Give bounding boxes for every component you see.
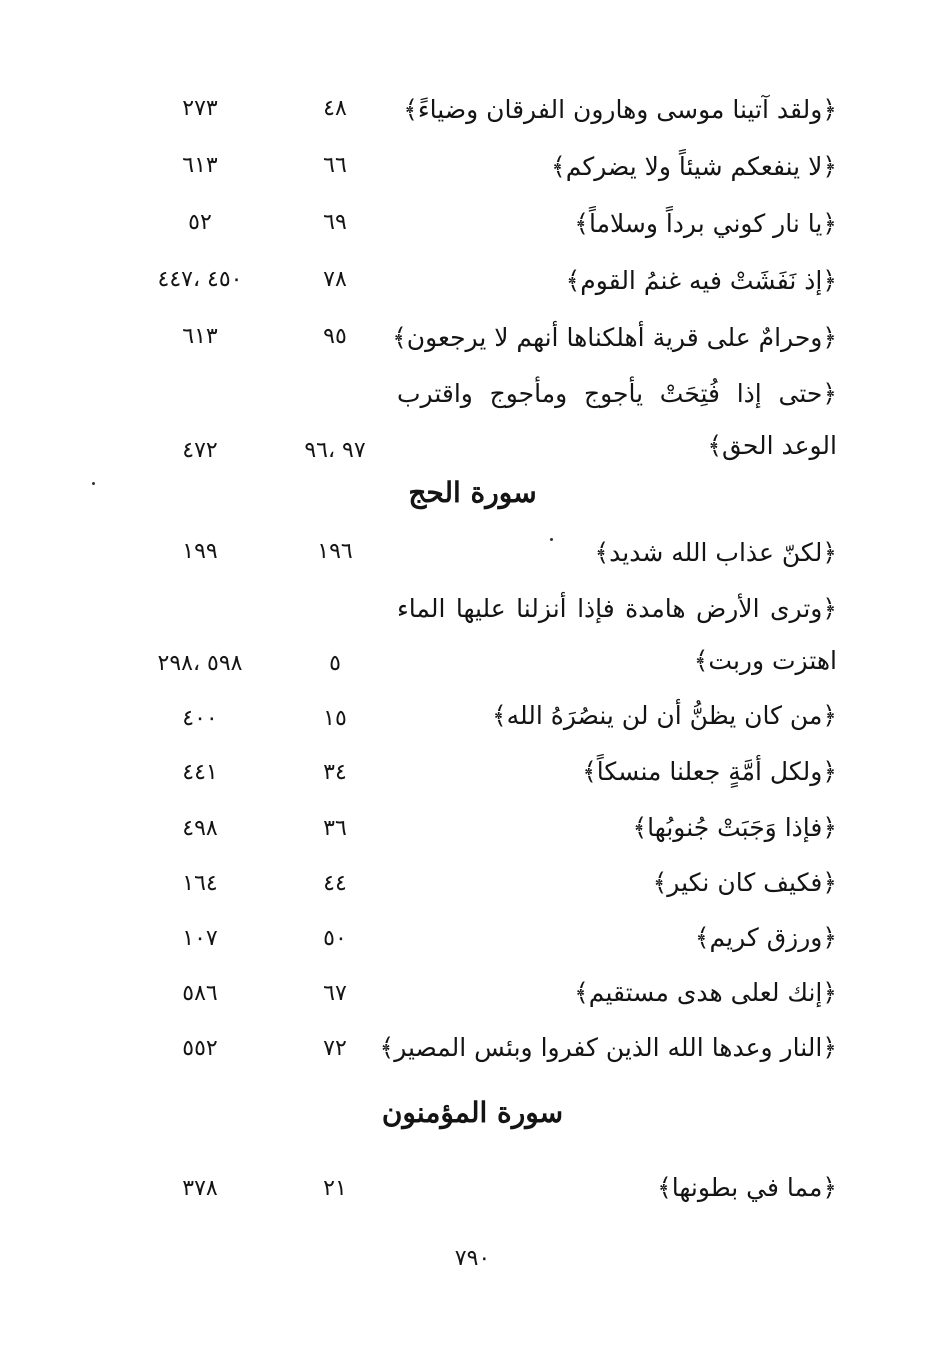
index-row: [0, 583, 945, 693]
verse-text: ﴿لكنّ عذاب الله شديد﴾: [594, 538, 837, 567]
scan-speck: [550, 538, 553, 541]
ayah-number: ٦٧: [323, 981, 347, 1006]
verse-text: ﴿حتى إذا فُتِحَتْ يأجوج ومأجوج واقترب الوعد الحق﴾: [397, 379, 837, 460]
ayah-number: ١٥: [323, 706, 347, 731]
ayah-number: ٩٧ ،٩٦: [304, 438, 366, 463]
ayah-number: ٥: [329, 651, 341, 676]
ayah-number: ٧٢: [323, 1036, 347, 1061]
surah-heading: سورة الحج: [408, 476, 537, 509]
verse-text: ﴿فكيف كان نكير﴾: [652, 868, 837, 897]
index-row: [0, 525, 945, 585]
verse-text: ﴿وحرامٌ على قرية أهلكناها أنهم لا يرجعون﴾: [392, 323, 837, 352]
ayah-number: ٧٨: [323, 267, 347, 292]
page-reference: ٤٤١: [182, 760, 218, 785]
ayah-number: ٣٤: [323, 760, 347, 785]
ayah-number: ١٩٦: [317, 539, 353, 564]
page-reference: ٦١٣: [182, 324, 218, 349]
page-reference: ٥٩٨ ،٢٩٨: [157, 651, 243, 676]
ayah-number: ٤٤: [323, 871, 347, 896]
page-reference: ٥٥٢: [182, 1036, 218, 1061]
page-reference: ٢٧٣: [182, 96, 218, 121]
verse-text: ﴿ورزق كريم﴾: [694, 923, 837, 952]
verse-text: ﴿لا ينفعكم شيئاً ولا يضركم﴾: [551, 152, 837, 181]
page-reference: ١٩٩: [182, 539, 218, 564]
verse-text: ﴿إذ نَفَشَتْ فيه غنمُ القوم﴾: [565, 266, 837, 295]
index-row: [0, 744, 945, 804]
page-number: ٧٩٠: [454, 1246, 491, 1271]
index-row: [0, 800, 945, 860]
index-row: [0, 310, 945, 370]
page-reference: ٥٨٦: [182, 981, 218, 1006]
index-row: [0, 196, 945, 256]
page-reference: ٦١٣: [182, 153, 218, 178]
page-reference: ١٦٤: [182, 871, 218, 896]
ayah-number: ٣٦: [323, 816, 347, 841]
ayah-number: ٢١: [323, 1176, 347, 1201]
page-reference: ٤٧٢: [182, 438, 218, 463]
verse-text: ﴿مما في بطونها﴾: [657, 1173, 837, 1202]
page-reference: ٥٢: [188, 210, 212, 235]
index-row: [0, 965, 945, 1025]
index-row: [0, 1020, 945, 1080]
page-reference: ٤٩٨: [182, 816, 218, 841]
verse-text: ﴿ولقد آتينا موسى وهارون الفرقان وضياءً﴾: [403, 95, 837, 124]
index-row: [0, 910, 945, 970]
verse-text: ﴿وترى الأرض هامدة فإذا أنزلنا عليها الماء اهتزت وربت﴾: [397, 594, 837, 675]
ayah-number: ٦٦: [323, 153, 347, 178]
index-row: [0, 688, 945, 748]
index-row: [0, 1160, 945, 1220]
verse-text: ﴿النار وعدها الله الذين كفروا وبئس المصير﴾: [379, 1033, 837, 1062]
ayah-number: ٤٨: [323, 96, 347, 121]
verse-text: ﴿فإذا وَجَبَتْ جُنوبُها﴾: [632, 813, 837, 842]
verse-text: ﴿يا نار كوني برداً وسلاماً﴾: [574, 209, 837, 238]
index-row: [0, 855, 945, 915]
index-row: [0, 139, 945, 199]
index-row: [0, 368, 945, 478]
verse-text: ﴿ولكل أمَّةٍ جعلنا منسكاً﴾: [582, 757, 837, 786]
index-row: [0, 253, 945, 313]
scan-speck: [92, 482, 95, 485]
ayah-number: ٥٠: [323, 926, 347, 951]
page-reference: ٤٠٠: [182, 706, 218, 731]
verse-text: ﴿من كان يظنُّ أن لن ينصُرَهُ الله﴾: [491, 701, 837, 730]
page-reference: ٣٧٨: [182, 1176, 218, 1201]
ayah-number: ٩٥: [323, 324, 347, 349]
index-row: [0, 82, 945, 142]
verse-text: ﴿إنك لعلى هدى مستقيم﴾: [574, 978, 837, 1007]
surah-heading: سورة المؤمنون: [381, 1096, 564, 1129]
ayah-number: ٦٩: [323, 210, 347, 235]
page-reference: ١٠٧: [182, 926, 218, 951]
page-reference: ٤٥٠ ،٤٤٧: [157, 267, 243, 292]
